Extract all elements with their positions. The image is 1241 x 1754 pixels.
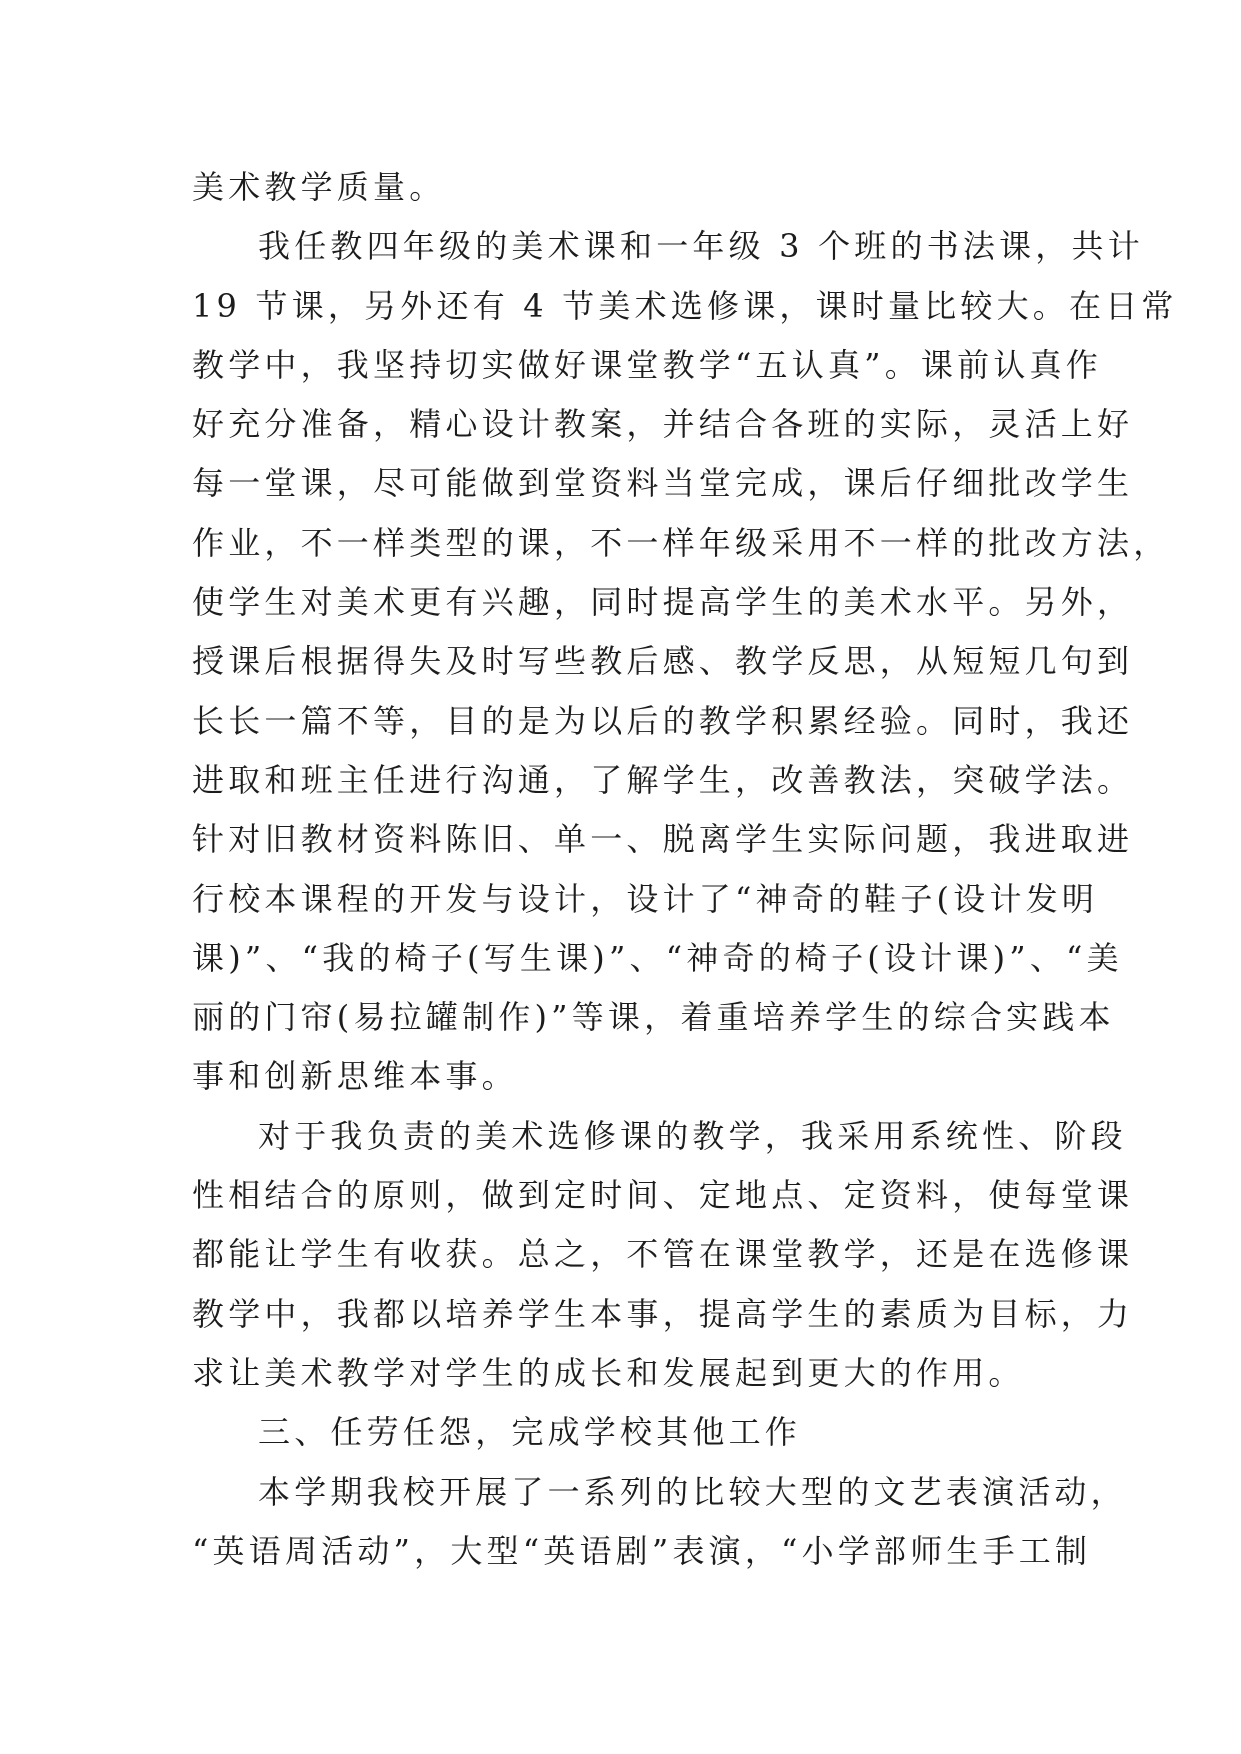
text-line: 19 节课，另外还有 4 节美术选修课，课时量比较大。在日常 [192, 286, 1178, 325]
section-heading: 三、任劳任怨，完成学校其他工作 [258, 1413, 802, 1452]
text-line: 求让美术教学对学生的成长和发展起到更大的作用。 [192, 1353, 1025, 1392]
text-line: 每一堂课，尽可能做到堂资料当堂完成，课后仔细批改学生 [192, 464, 1134, 503]
text-line: 好充分准备，精心设计教案，并结合各班的实际，灵活上好 [192, 405, 1134, 444]
text-line: 教学中，我坚持切实做好课堂教学“五认真”。课前认真作 [192, 345, 1102, 384]
text-line: 性相结合的原则，做到定时间、定地点、定资料，使每堂课 [192, 1176, 1134, 1215]
text-line: 授课后根据得失及时写些教后感、教学反思，从短短几句到 [192, 642, 1134, 681]
text-line: 作业，不一样类型的课，不一样年级采用不一样的批改方法， [192, 523, 1170, 562]
text-line: 进取和班主任进行沟通，了解学生，改善教法，突破学法。 [192, 760, 1134, 799]
text-line: 事和创新思维本事。 [192, 1057, 518, 1096]
text-line: 都能让学生有收获。总之，不管在课堂教学，还是在选修课 [192, 1235, 1134, 1274]
text-line: 教学中，我都以培养学生本事，提高学生的素质为目标，力 [192, 1294, 1134, 1333]
text-line: 美术教学质量。 [192, 168, 446, 206]
text-line: 使学生对美术更有兴趣，同时提高学生的美术水平。另外， [192, 583, 1134, 622]
text-line: 本学期我校开展了一系列的比较大型的文艺表演活动， [258, 1472, 1127, 1511]
document-body [192, 158, 1178, 1581]
text-line: 长长一篇不等，目的是为以后的教学积累经验。同时，我还 [192, 701, 1134, 740]
text-line: 课)”、“我的椅子(写生课)”、“神奇的椅子(设计课)”、“美 [192, 938, 1123, 977]
text-line: 行校本课程的开发与设计，设计了“神奇的鞋子(设计发明 [192, 879, 1099, 918]
text-line: 针对旧教材资料陈旧、单一、脱离学生实际问题，我进取进 [192, 820, 1134, 859]
text-line: “英语周活动”，大型“英语剧”表演，“小学部师生手工制 [192, 1531, 1092, 1570]
text-line: 丽的门帘(易拉罐制作)”等课，着重培养学生的综合实践本 [192, 998, 1115, 1037]
text-line: 对于我负责的美术选修课的教学，我采用系统性、阶段 [258, 1116, 1127, 1155]
text-line: 我任教四年级的美术课和一年级 3 个班的书法课，共计 [258, 227, 1144, 266]
